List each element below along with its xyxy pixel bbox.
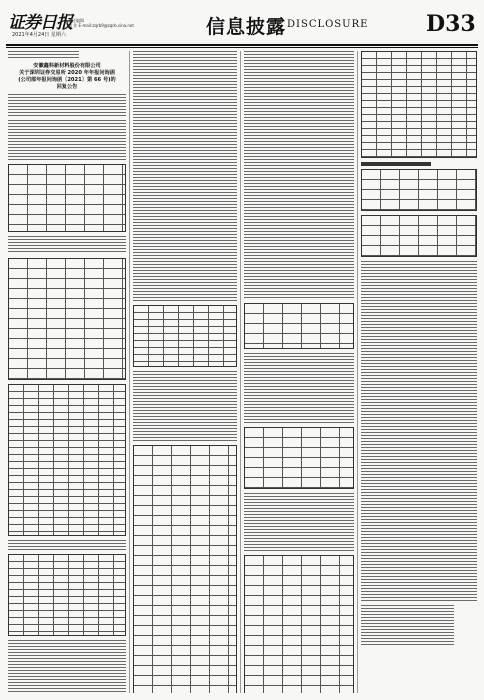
page-number: D33 <box>426 11 476 37</box>
column-4 <box>361 51 477 693</box>
table <box>133 305 237 367</box>
text-block <box>8 236 126 254</box>
text-block <box>8 120 126 160</box>
table <box>361 51 477 158</box>
text-block <box>8 94 126 116</box>
column-3 <box>244 51 354 693</box>
notice-company: 安徽鑫科新材料股份有限公司 <box>33 63 101 69</box>
column-2 <box>133 51 237 693</box>
masthead <box>6 6 478 44</box>
text-block <box>8 540 126 550</box>
column-1 <box>8 51 126 693</box>
editor-line: 责任编辑 <box>68 18 84 23</box>
text-block <box>244 353 354 423</box>
notice-code-line <box>8 51 79 59</box>
table <box>8 258 126 380</box>
masthead-rule-thin <box>6 47 478 48</box>
notice-title-2: (公司部年报问询函〔2021〕第 66 号)的 <box>18 77 116 83</box>
table <box>361 169 477 211</box>
table <box>361 215 477 257</box>
notice-heading <box>8 63 126 91</box>
text-block <box>244 51 354 299</box>
table <box>244 303 354 349</box>
table <box>133 445 237 693</box>
table <box>8 384 126 536</box>
text-block <box>133 51 237 301</box>
section-title-en: DISCLOSURE <box>287 19 369 30</box>
section-title: 信息披露 <box>206 16 287 38</box>
table <box>8 164 126 232</box>
masthead-rule <box>6 44 478 46</box>
text-block <box>8 640 126 693</box>
notice-title-3: 回复公告 <box>56 84 78 90</box>
text-block <box>361 261 477 601</box>
newspaper-logo: 证券日报 <box>8 13 72 33</box>
table <box>8 554 126 636</box>
notice-title-1: 关于深圳证券交易所 2020 年年报问询函 <box>19 70 115 76</box>
text-block <box>244 493 354 551</box>
issue-date: 2021年4月24日 星期六 <box>12 32 66 38</box>
contact-info <box>68 18 134 28</box>
table <box>244 427 354 489</box>
table <box>244 555 354 693</box>
column-divider <box>129 51 130 693</box>
text-block <box>133 371 237 441</box>
column-divider <box>240 51 241 693</box>
column-divider <box>357 51 358 693</box>
text-block <box>361 605 454 645</box>
table-caption <box>361 162 431 166</box>
email-line: 制 作 E-mail:zqrb9@zqrb.sina.net <box>68 23 134 28</box>
